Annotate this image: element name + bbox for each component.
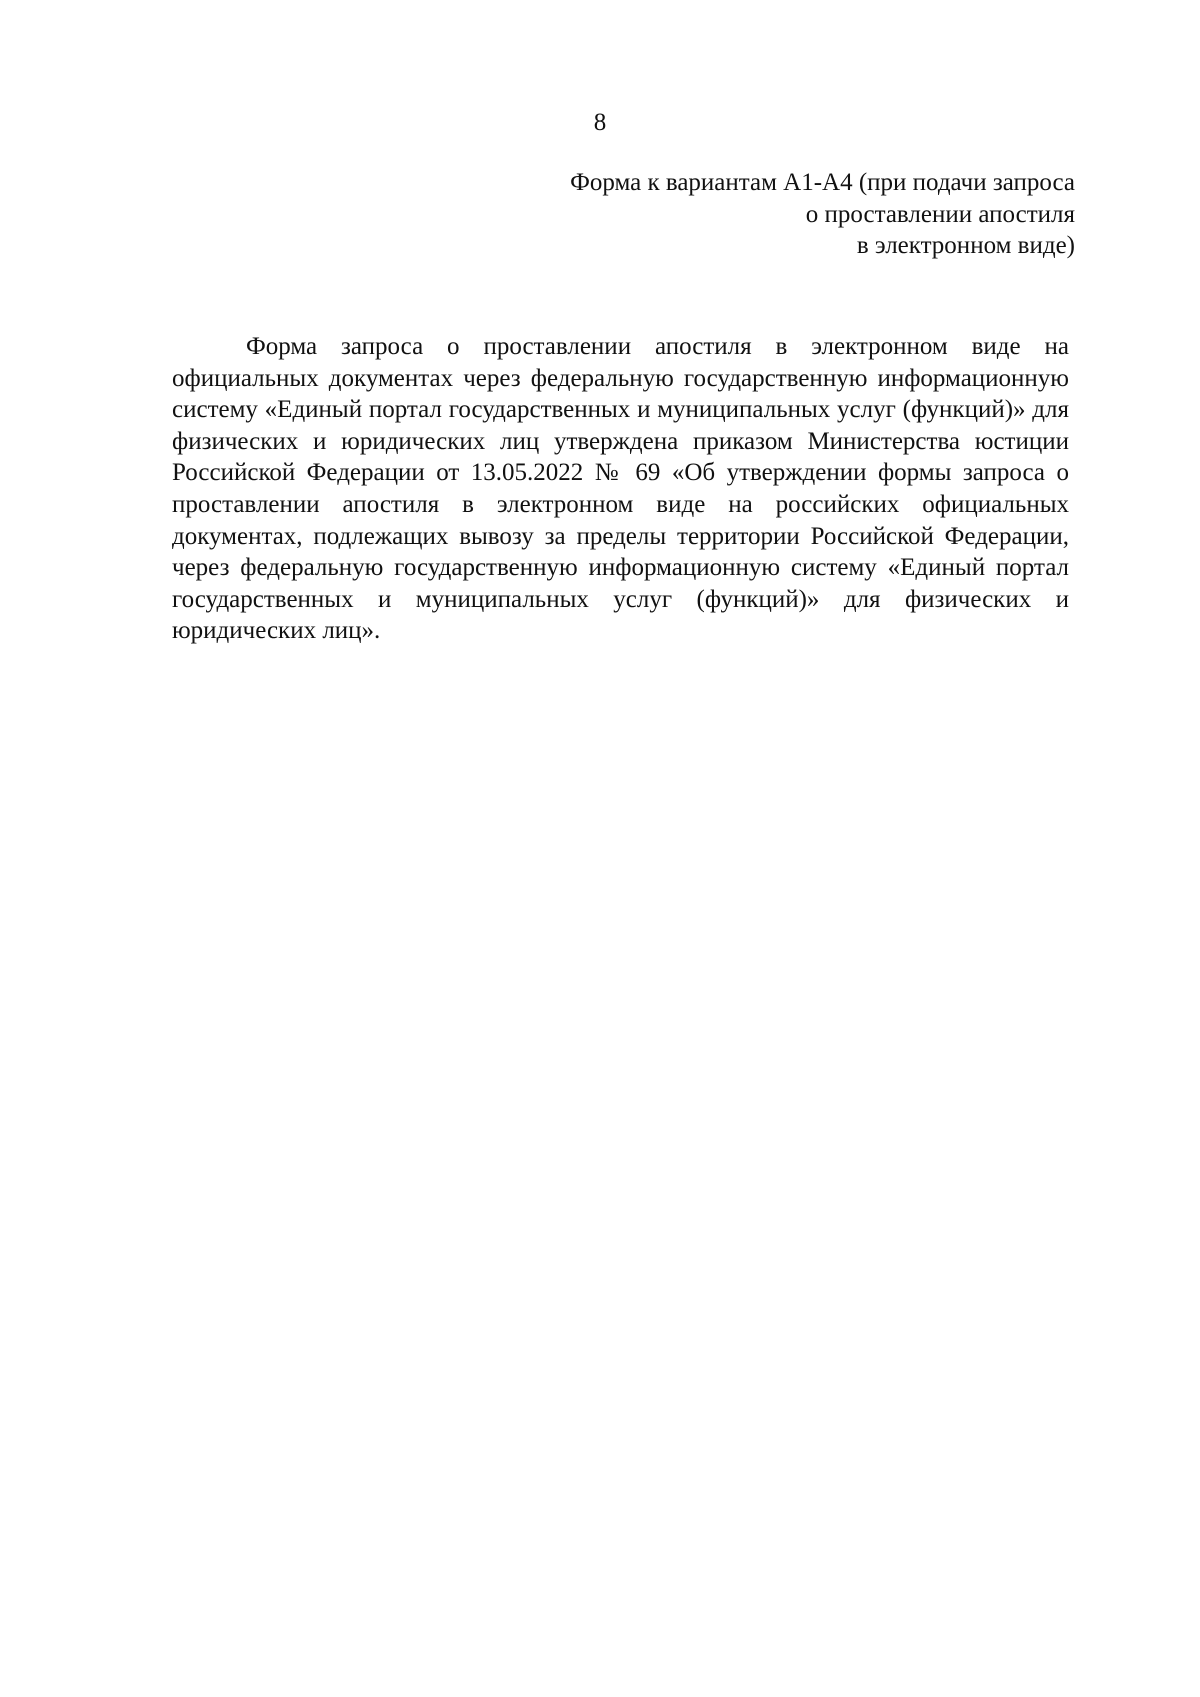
form-variant-note — [435, 167, 1075, 262]
form-variant-note-line-2: о проставлении апостиля — [805, 200, 1075, 228]
page-number: 8 — [593, 109, 607, 136]
form-variant-note-line-1: Форма к вариантам А1-А4 (при подачи запроса — [570, 169, 1075, 196]
form-variant-note-line-3: в электронном виде) — [856, 232, 1075, 259]
body-paragraph: Форма запроса о проставлении апостиля в электронном виде на официальных документах через федеральную государственную информационную систему «Единый портал государственных и муниципальных услуг (функций)» для физических и юридических лиц утверждена приказом Министерства юстиции Российской Федерации от 13.05.2022 № 69 «Об утверждении формы запроса о проставлении апостиля в электронном виде на российских официальных документах, подлежащих вывозу за пределы территории Российской Федерации, через федеральную государственную информационную систему «Единый портал государственных и муниципальных услуг (функций)» для физических и юридических лиц». — [172, 333, 1069, 645]
